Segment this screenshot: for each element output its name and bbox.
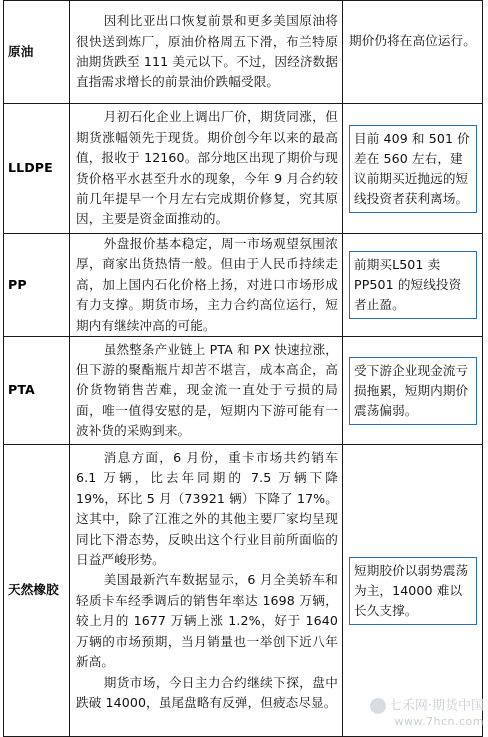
analysis-paragraph: 虽然整条产业链上 PTA 和 PX 快速拉涨，但下游的聚酯瓶片却苦不堪言，成本高企，高价货物销售苦难，现金流一直处于亏损的局面，唯一值得安慰的是，短期内下游可能有一波补货的采购到来。 (76, 341, 338, 439)
outlook-cell (343, 445, 483, 737)
analysis-paragraph: 美国最新汽车数据显示，6 月全美轿车和轻质卡车经季调后的销售年率达 1698 万辆，较上月的 1677 万辆上涨 1.2%，好于 1640 万辆的市场预期，当月销量也一举创下近八年新高。 (76, 572, 338, 670)
table-row (4, 104, 483, 234)
outlook-cell (343, 234, 483, 337)
watermark-url: www.7hcn.com (394, 715, 484, 728)
watermark (370, 698, 484, 731)
outlook-cell (343, 1, 483, 104)
watermark-logo-icon (370, 698, 386, 714)
analysis-cell (70, 234, 343, 337)
outlook-text: 受下游企业现金流亏损拖累，短期内期价震荡偏弱。 (349, 357, 477, 425)
outlook-cell (343, 337, 483, 445)
commodity-name: 天然橡胶 (4, 445, 70, 737)
commodity-table (3, 0, 483, 737)
table-row (4, 445, 483, 737)
watermark-text: 七禾网·期货中国 (388, 698, 484, 713)
outlook-text: 期价仍将在高位运行。 (349, 33, 476, 48)
analysis-paragraph: 月初石化企业上调出厂价，期货同涨，但期货涨幅领先于现货。期价创今年以来的最高值，报收于 12160。部分地区出现了期价与现货价格平水甚至升水的现象，今年 9 月合约较前几年提早一个月左右完成期价修复，究其原因，主要是资金面推动的。 (76, 109, 338, 227)
outlook-text: 短期胶价以弱势震荡为主，14000 难以长久支撑。 (349, 557, 477, 625)
analysis-paragraph: 期货市场，今日主力合约继续下探，盘中跌破 14000，虽尾盘略有反弹，但疲态尽显。 (76, 674, 338, 710)
commodity-name: PTA (4, 337, 70, 445)
analysis-cell (70, 337, 343, 445)
commodity-name: PP (4, 234, 70, 337)
table-row (4, 1, 483, 104)
commodity-name: 原油 (4, 1, 70, 104)
outlook-cell (343, 104, 483, 234)
analysis-paragraph: 消息方面，6 月份，重卡市场共约销车 6.1 万辆，比去年同期的 7.5 万辆下降 19%，环比 5 月（73921 辆）下降了 17%。这其中，除了江淮之外的其他主要厂家均呈现同比下滑态势，反映出这个行业目前所面临的日益严峻形势。 (76, 450, 338, 568)
analysis-cell (70, 445, 343, 737)
analysis-cell (70, 104, 343, 234)
table-row (4, 234, 483, 337)
commodity-name: LLDPE (4, 104, 70, 234)
outlook-text: 目前 409 和 501 价差在 560 左右，建议前期买近抛远的短线投资者获利离场。 (349, 125, 477, 213)
analysis-cell (70, 1, 343, 104)
table-row (4, 337, 483, 445)
outlook-text: 前期买L501 卖 PP501 的短线投资者止盈。 (349, 251, 477, 319)
analysis-paragraph: 外盘报价基本稳定，周一市场观望氛围浓厚，商家出货热情一般。但由于人民币持续走高，加上国内石化价格上扬，对进口市场形成有力支撑。期货市场，主力合约高位运行，短期内有继续冲高的可能。 (76, 236, 338, 333)
analysis-paragraph: 因利比亚出口恢复前景和更多美国原油将很快送到炼厂，原油价格周五下滑，布兰特原油期货跌至 111 美元以下。不过，因经济数据直指需求增长的前景油价跌幅受限。 (76, 13, 338, 90)
